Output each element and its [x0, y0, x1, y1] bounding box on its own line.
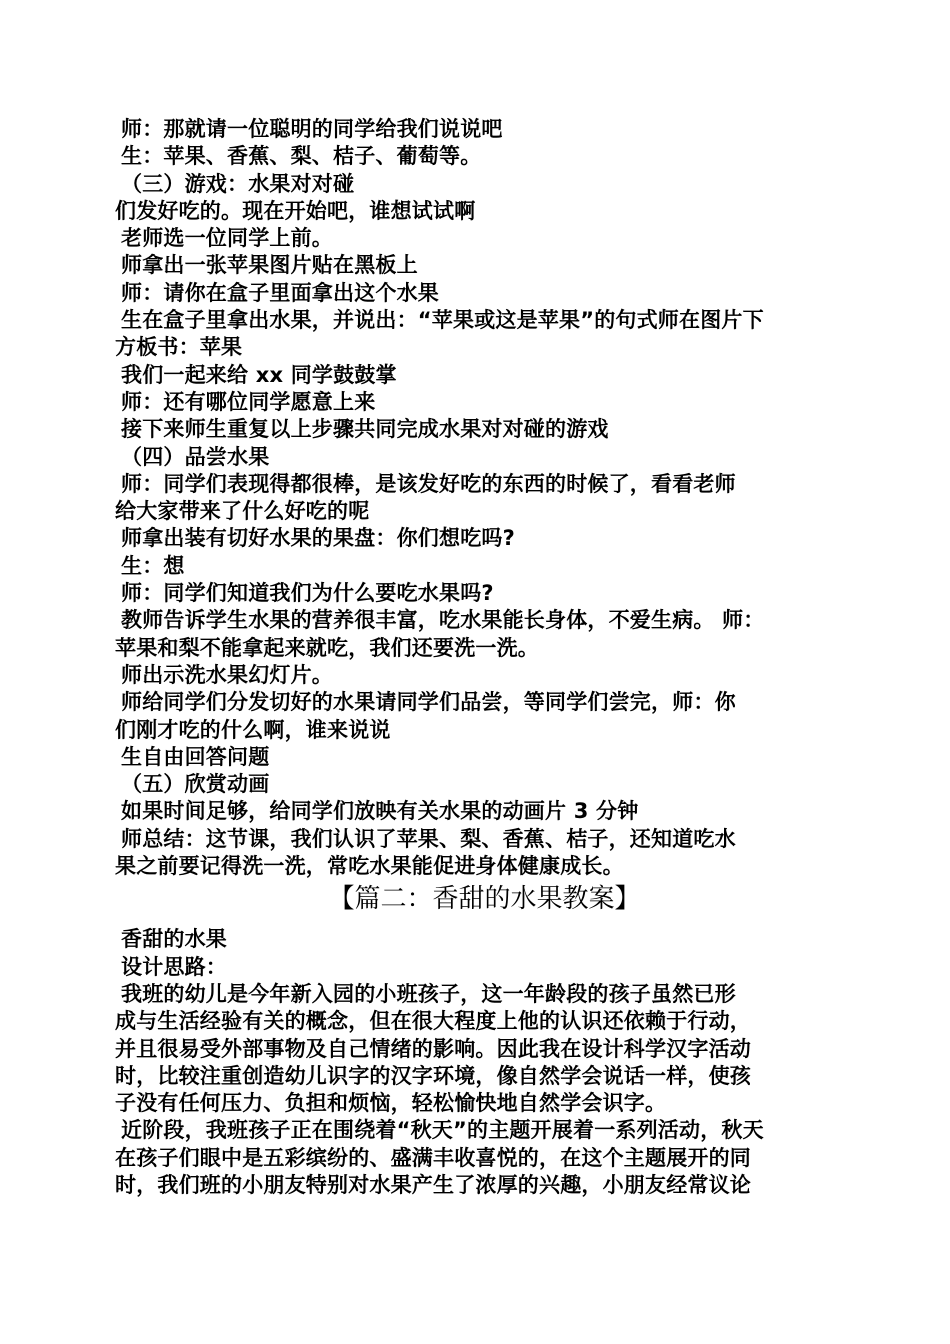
text-line: 时，比较注重创造幼儿识字的汉字环境，像自然学会说话一样，使孩	[115, 1063, 751, 1088]
text-line: 子没有任何压力、负担和烦恼，轻松愉快地自然学会识字。	[115, 1091, 667, 1116]
text-line: 时，我们班的小朋友特别对水果产生了浓厚的兴趣，小朋友经常议论	[115, 1172, 751, 1197]
text-line: 生在盒子里拿出水果，并说出：“苹果或这是苹果”的句式师在图片下	[121, 308, 764, 333]
text-line: 生自由回答问题	[121, 744, 270, 769]
lesson-plan-part-two	[115, 926, 840, 1199]
section-heading: 【篇二：香甜的水果教案】	[328, 884, 641, 915]
text-line: 师：那就请一位聪明的同学给我们说说吧	[121, 117, 503, 141]
lesson-plan-part-one	[115, 116, 840, 880]
text-line: 师给同学们分发切好的水果请同学们品尝，等同学们尝完，师：你	[121, 690, 736, 715]
text-line: 师：同学们知道我们为什么要吃水果吗?	[121, 581, 494, 606]
text-line: 方板书：苹果	[115, 335, 243, 360]
text-line: 生：想	[121, 553, 185, 578]
text-line: （三）游戏：水果对对碰	[121, 171, 355, 196]
text-line: 师：还有哪位同学愿意上来	[121, 389, 376, 414]
text-line: 生：苹果、香蕉、梨、桔子、葡萄等。	[121, 144, 482, 169]
text-line: 香甜的水果	[121, 927, 227, 952]
text-line: 师拿出装有切好水果的果盘：你们想吃吗?	[121, 526, 515, 551]
text-line: 果之前要记得洗一洗，常吃水果能促进身体健康成长。	[115, 854, 624, 879]
text-line: 们发好吃的。现在开始吧，谁想试试啊	[115, 198, 476, 223]
text-line: 在孩子们眼中是五彩缤纷的、盛满丰收喜悦的，在这个主题展开的同	[115, 1145, 751, 1170]
text-line: 师总结：这节课，我们认识了苹果、梨、香蕉、桔子，还知道吃水	[121, 826, 736, 851]
text-line: 师出示洗水果幻灯片。	[121, 662, 333, 687]
text-line: （四）品尝水果	[121, 444, 270, 469]
text-line: 师拿出一张苹果图片贴在黑板上	[121, 253, 418, 278]
text-line: 我们一起来给 xx 同学鼓鼓掌	[121, 362, 397, 387]
text-line: 并且很易受外部事物及自己情绪的影响。因此我在设计科学汉字活动	[115, 1036, 751, 1061]
text-line: 设计思路：	[121, 954, 227, 979]
text-line: 师：请你在盒子里面拿出这个水果	[121, 280, 439, 305]
text-line: 成与生活经验有关的概念，但在很大程度上他的认识还依赖于行动，	[115, 1009, 751, 1034]
text-line: 我班的幼儿是今年新入园的小班孩子，这一年龄段的孩子虽然已形	[121, 981, 736, 1006]
text-line: 老师选一位同学上前。	[121, 226, 333, 251]
text-line: 教师告诉学生水果的营养很丰富，吃水果能长身体，不爱生病。 师：	[121, 608, 765, 633]
text-line: （五）欣赏动画	[121, 772, 270, 797]
text-line: 接下来师生重复以上步骤共同完成水果对对碰的游戏	[121, 417, 609, 442]
text-line: 如果时间足够，给同学们放映有关水果的动画片 3 分钟	[121, 799, 639, 824]
text-line: 苹果和梨不能拿起来就吃，我们还要洗一洗。	[115, 635, 539, 660]
text-line: 给大家带来了什么好吃的呢	[115, 499, 370, 524]
text-line: 们刚才吃的什么啊，谁来说说	[115, 717, 391, 742]
document-body	[115, 116, 840, 1199]
text-line: 师：同学们表现得都很棒，是该发好吃的东西的时候了，看看老师	[121, 471, 736, 496]
text-line: 近阶段，我班孩子正在围绕着“秋天”的主题开展着一系列活动，秋天	[121, 1118, 764, 1143]
